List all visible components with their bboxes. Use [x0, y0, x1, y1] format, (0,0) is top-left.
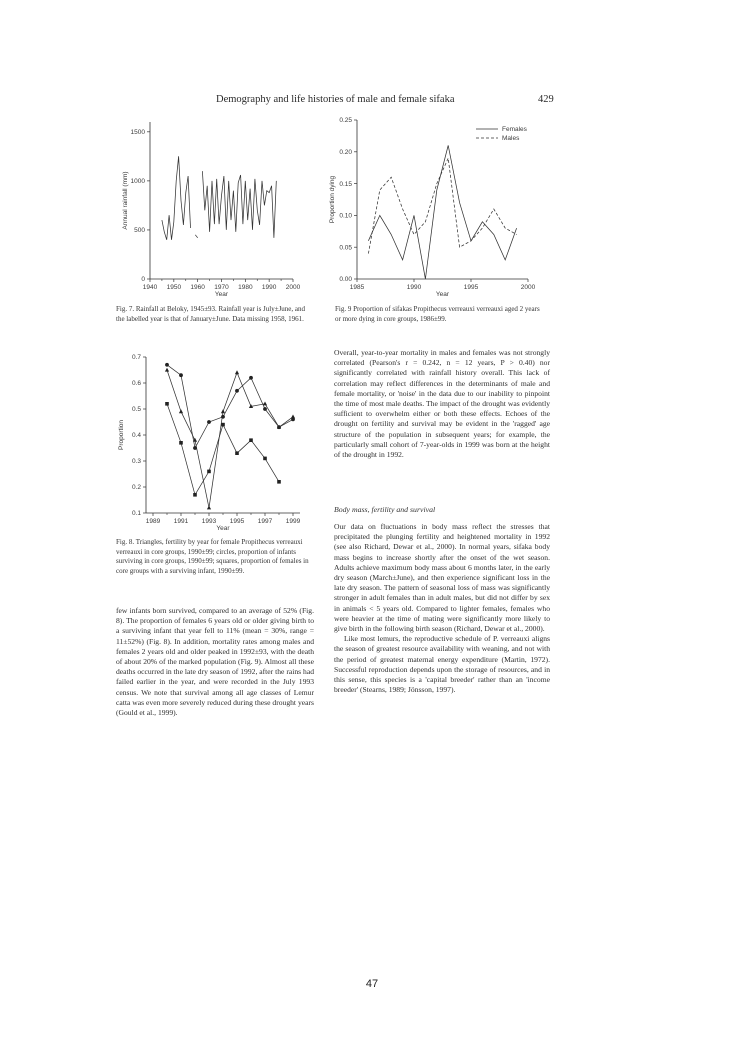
figure-9-mortality [330, 112, 545, 302]
y-tick-label: 500 [134, 227, 145, 235]
y-axis-label: Proportion [118, 420, 125, 450]
x-tick-label: 1970 [214, 284, 229, 291]
figure-9-caption: Fig. 9 Proportion of sifakas Propithecus verreauxi verreauxi aged 2 years or more dying in core groups, 1986±99. [335, 305, 540, 323]
y-tick-label: 0.10 [339, 212, 352, 220]
legend-label: Females [502, 126, 527, 134]
data-point-circle [277, 425, 281, 429]
y-tick-label: 0.7 [131, 354, 141, 362]
series-line [195, 235, 197, 238]
y-tick-label: 0.3 [131, 458, 141, 466]
x-tick-label: 1995 [463, 284, 479, 291]
y-tick-label: 1000 [130, 178, 145, 186]
x-axis-label: Year [214, 291, 229, 298]
y-axis-label: Annual rainfall (mm) [122, 171, 129, 230]
y-tick-label: 0 [141, 276, 145, 284]
x-tick-label: 1990 [261, 284, 277, 291]
x-tick-label: 1993 [201, 518, 217, 525]
data-point-triangle [235, 370, 239, 374]
y-tick-label: 0.00 [339, 276, 352, 284]
y-tick-label: 0.25 [339, 117, 352, 125]
right-paragraph-1: Overall, year-to-year mortality in males and females was not strongly correlated (Pearson's r = 0.242, n = 12 years, P > 0.40) nor significantly correlated with rainfall history overall. This lack of correlation may reflect differences in the determinants of male and female mortality, or 'noise' in the data due to our inability to pinpoint the time of most male deaths. The impact of the drought was evidently sufficient to overwhelm either or both these effects. Echoes of the drought on fertility and survival may be evident in the 'ragged' age structure of the population in subsequent years; for example, the particularly small cohort of 7-year-olds in 1999 was born at the height of the drought in 1992. [334, 348, 550, 460]
data-point-triangle [179, 409, 183, 413]
y-tick-label: 1500 [130, 129, 145, 137]
data-point-triangle [221, 409, 225, 413]
data-point-square [277, 480, 281, 484]
x-axis-label: Year [216, 525, 230, 532]
series-line [368, 158, 516, 253]
y-axis-label: Proportion dying [329, 175, 336, 224]
data-point-circle [193, 446, 197, 450]
y-tick-label: 0.4 [131, 432, 141, 440]
running-title: Demography and life histories of male and female sifaka [216, 94, 455, 105]
y-tick-label: 0.6 [131, 380, 141, 388]
y-tick-label: 0.05 [339, 244, 352, 252]
right-column-text-top [334, 348, 550, 460]
series-line [368, 145, 516, 279]
data-point-square [249, 438, 253, 442]
x-tick-label: 1980 [238, 284, 253, 291]
figure-7-rainfall [108, 112, 308, 302]
data-point-triangle [207, 506, 211, 510]
data-point-circle [249, 376, 253, 380]
y-tick-label: 0.5 [131, 406, 141, 414]
x-tick-label: 1989 [145, 518, 161, 525]
x-tick-label: 1991 [173, 518, 189, 525]
left-column-text [116, 606, 314, 718]
figure-7-caption: Fig. 7. Rainfall at Beloky, 1945±93. Rainfall year is July±June, and the labelled year is that of January±June. Data missing 1958, 1961. [116, 305, 306, 323]
right-paragraph-3: Like most lemurs, the reproductive schedule of P. verreauxi aligns the season of greatest resource availability with weaning, and not with the period of greatest maternal energy expenditure (Martin, 1972). Successful reproduction depends upon the storage of resources, and in this sense, this species is a 'capital breeder' rather than an 'income breeder' (Stearns, 1989; Jönsson, 1997). [334, 634, 550, 695]
series-line [162, 156, 191, 240]
x-tick-label: 1950 [166, 284, 182, 291]
data-point-circle [291, 418, 295, 422]
data-point-circle [179, 373, 183, 377]
x-tick-label: 1999 [285, 518, 301, 525]
series-line [167, 365, 293, 448]
right-paragraph-2: Our data on fluctuations in body mass reflect the stresses that precipitated the plunging fertility and heightened mortality in 1992 (see also Richard, Dewar et al., 2000). In normal years, sifaka body mass begins to increase shortly after the onset of the wet season. Adults achieve maximum body mass about 6 months later, in the early dry season (March±June), and then experience significant loss in the late dry season. The pattern of seasonal loss of mass was significantly stronger in adult females than in adult males, but did not differ by sex in animals < 5 years old. Compared to lighter females, females who were heavier at the time of mating were significantly more likely to give birth in the following birth season (Richard, Dewar et al., 2000). [334, 522, 550, 634]
mortality-chart [330, 112, 545, 302]
data-point-square [235, 451, 239, 455]
x-tick-label: 2000 [520, 284, 536, 291]
x-tick-label: 1985 [349, 284, 365, 291]
x-tick-label: 1990 [406, 284, 422, 291]
section-heading: Body mass, fertility and survival [334, 505, 436, 514]
data-point-circle [263, 407, 267, 411]
left-paragraph-1: few infants born survived, compared to an average of 52% (Fig. 8). The proportion of females 6 years old or older giving birth to a surviving infant that year fell to 11% (mean = 30%, range = 11±52%) (Fig. 8). In addition, mortality rates among males and females 2 years old and older peaked in 1992±93, with the death of about 20% of the marked population (Fig. 9). Almost all these deaths occurred in the late dry season of 1992, after the rains had failed earlier in the year, and were recorded in the July 1993 census. We note that survival among all age classes of Lemur catta was even more severely reduced during these drought years (Gould et al., 1999). [116, 606, 314, 718]
x-tick-label: 1960 [190, 284, 205, 291]
journal-page-number: 429 [538, 94, 554, 105]
figure-8-caption: Fig. 8. Triangles, fertility by year for female Propithecus verreauxi verreauxi in core groups, 1990±99; circles, proportion of infants surviving in core groups, 1990±99; squares, proportion of females in core groups with a surviving infant, 1990±99. [116, 538, 309, 575]
x-tick-label: 2000 [285, 284, 301, 291]
data-point-circle [165, 363, 169, 367]
data-point-circle [221, 415, 225, 419]
x-tick-label: 1995 [229, 518, 245, 525]
x-tick-label: 1940 [142, 284, 158, 291]
page-footer-number: 47 [365, 978, 379, 990]
series-line [202, 171, 276, 238]
data-point-square [207, 470, 211, 474]
rainfall-chart [108, 112, 308, 302]
x-tick-label: 1997 [257, 518, 273, 525]
legend-label: Males [502, 135, 520, 143]
data-point-square [179, 441, 183, 445]
data-point-square [221, 423, 225, 427]
y-tick-label: 0.15 [339, 180, 352, 188]
data-point-square [193, 493, 197, 497]
data-point-square [165, 402, 169, 406]
y-tick-label: 0.20 [339, 149, 352, 156]
data-point-circle [207, 420, 211, 424]
y-tick-label: 0.1 [131, 510, 141, 518]
figure-8-fertility [108, 345, 308, 535]
data-point-triangle [165, 368, 169, 372]
data-point-circle [235, 389, 239, 393]
y-tick-label: 0.2 [131, 484, 141, 492]
data-point-square [263, 457, 267, 461]
right-column-text-bottom [334, 522, 550, 695]
fertility-chart [108, 345, 308, 535]
x-axis-label: Year [435, 291, 450, 298]
